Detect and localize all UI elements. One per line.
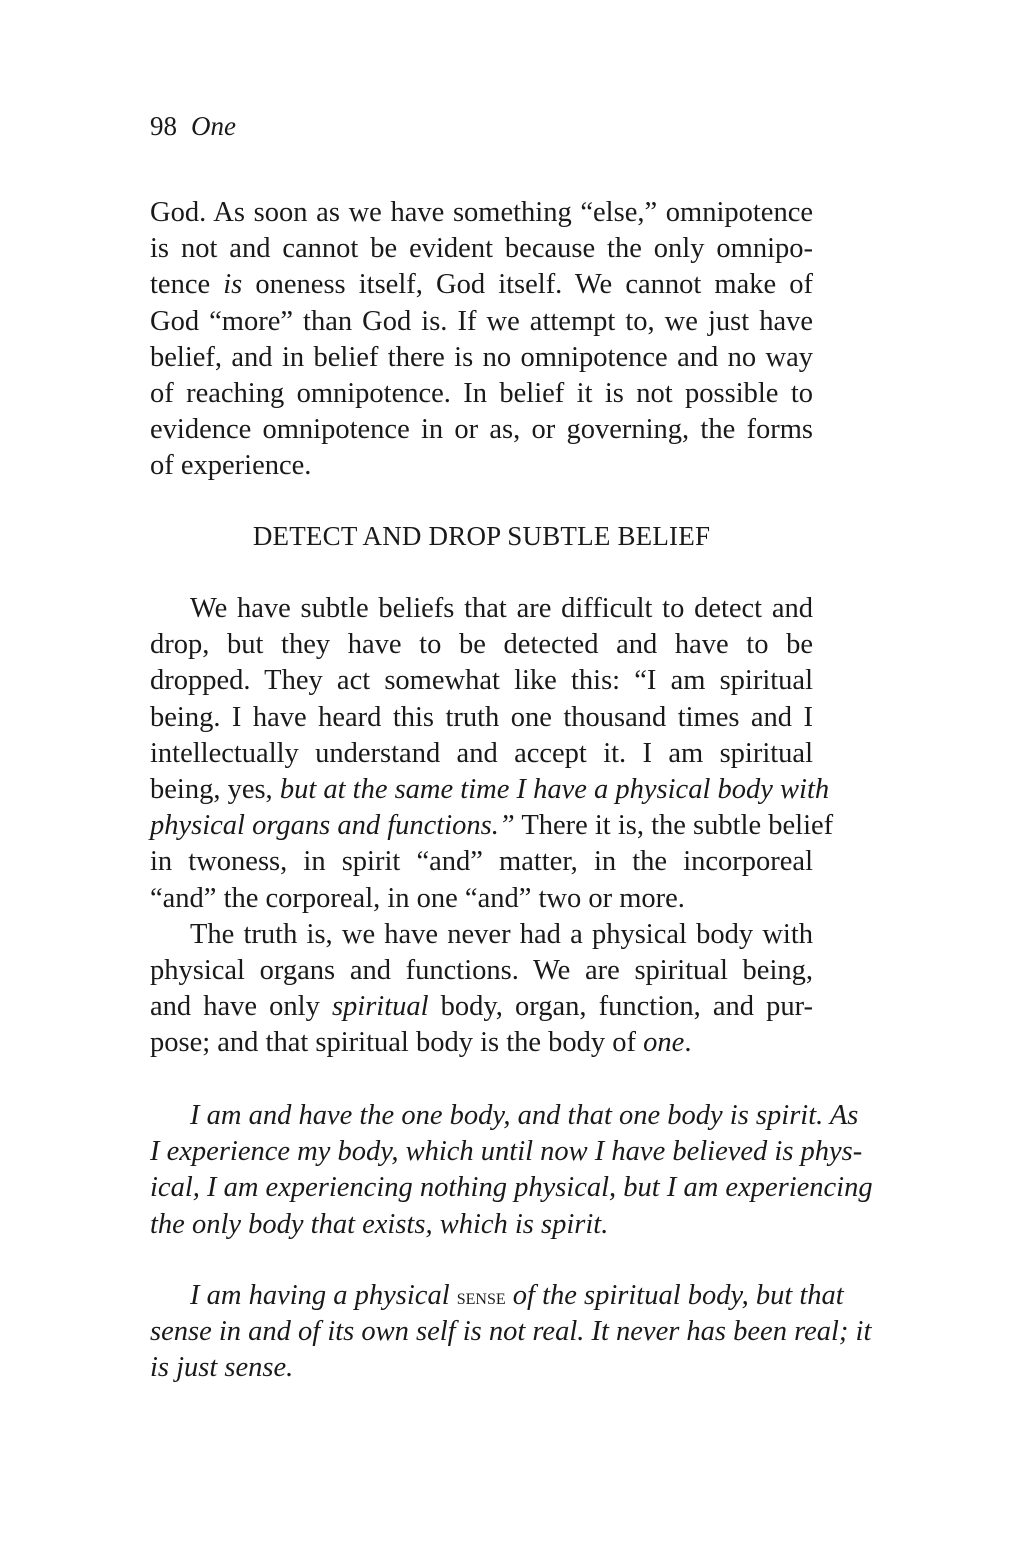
italic-span: but at the same time I have a physical body with <box>279 773 830 805</box>
italic-passage-1 <box>150 1098 873 1243</box>
italic-span: physical organs and functions.” <box>150 810 515 842</box>
section-heading: DETECT AND DROP SUBTLE BELIEF <box>252 521 711 551</box>
text-line: physical organs and functions. We are spiritual being, <box>150 954 813 986</box>
paragraph-1 <box>150 195 813 485</box>
italic-span: is <box>223 269 243 301</box>
text-line: of experience. <box>150 450 312 482</box>
text-line: dropped. They act somewhat like this: “I am spiritual <box>150 665 813 697</box>
paragraph-3 <box>150 917 813 1062</box>
text-line: physical organs and functions.” There it is, the subtle belief <box>150 810 834 842</box>
text-line: I experience my body, which until now I have believed is phys- <box>150 1136 863 1168</box>
text-line: being, yes, but at the same time I have a physical body with <box>150 773 830 805</box>
text-line: in twoness, in spirit “and” matter, in the incorporeal <box>150 846 813 878</box>
text-line: God “more” than God is. If we attempt to, we just have <box>150 305 813 337</box>
text-line: drop, but they have to be detected and have to be <box>150 629 813 661</box>
paragraph-2-and-3 <box>150 591 834 1061</box>
italic-span: spiritual <box>331 991 429 1023</box>
running-head <box>150 108 236 144</box>
text-line: I am having a physical sense of the spiritual body, but that <box>190 1280 844 1311</box>
book-title: One <box>191 111 236 141</box>
paragraph-2 <box>150 591 834 917</box>
text-line: is just sense. <box>150 1352 294 1384</box>
text-line: of reaching omnipotence. In belief it is not possible to <box>150 377 813 409</box>
text-line: ical, I am experiencing nothing physical, but I am experiencing <box>150 1172 873 1204</box>
text-line: The truth is, we have never had a physical body with <box>190 918 813 950</box>
italic-passage-2 <box>150 1278 872 1387</box>
text-line: belief, and in belief there is no omnipotence and no way <box>150 341 813 373</box>
italic-span: one <box>643 1027 685 1059</box>
text-line: the only body that exists, which is spirit. <box>150 1208 609 1240</box>
text-line: being. I have heard this truth one thousand times and I <box>150 701 813 733</box>
text-line: sense in and of its own self is not real. It never has been real; it <box>150 1316 872 1348</box>
text-line: I am and have the one body, and that one body is spirit. As <box>190 1100 859 1131</box>
smallcaps-span: sense <box>456 1284 506 1310</box>
text-line: God. As soon as we have something “else,” omnipotence <box>150 197 813 228</box>
text-line: pose; and that spiritual body is the body of one. <box>150 1027 692 1059</box>
text-line: evidence omnipotence in or as, or governing, the forms <box>150 414 813 446</box>
text-line: intellectually understand and accept it. I am spiritual <box>150 737 813 769</box>
text-line: “and” the corporeal, in one “and” two or more. <box>150 882 685 914</box>
page-number: 98 <box>150 111 177 141</box>
text-line: We have subtle beliefs that are difficult to detect and <box>190 593 813 624</box>
text-line: and have only spiritual body, organ, function, and pur- <box>150 991 814 1023</box>
text-line: is not and cannot be evident because the only omnipo- <box>150 233 813 265</box>
text-line: tence is oneness itself, God itself. We cannot make of <box>150 269 813 301</box>
